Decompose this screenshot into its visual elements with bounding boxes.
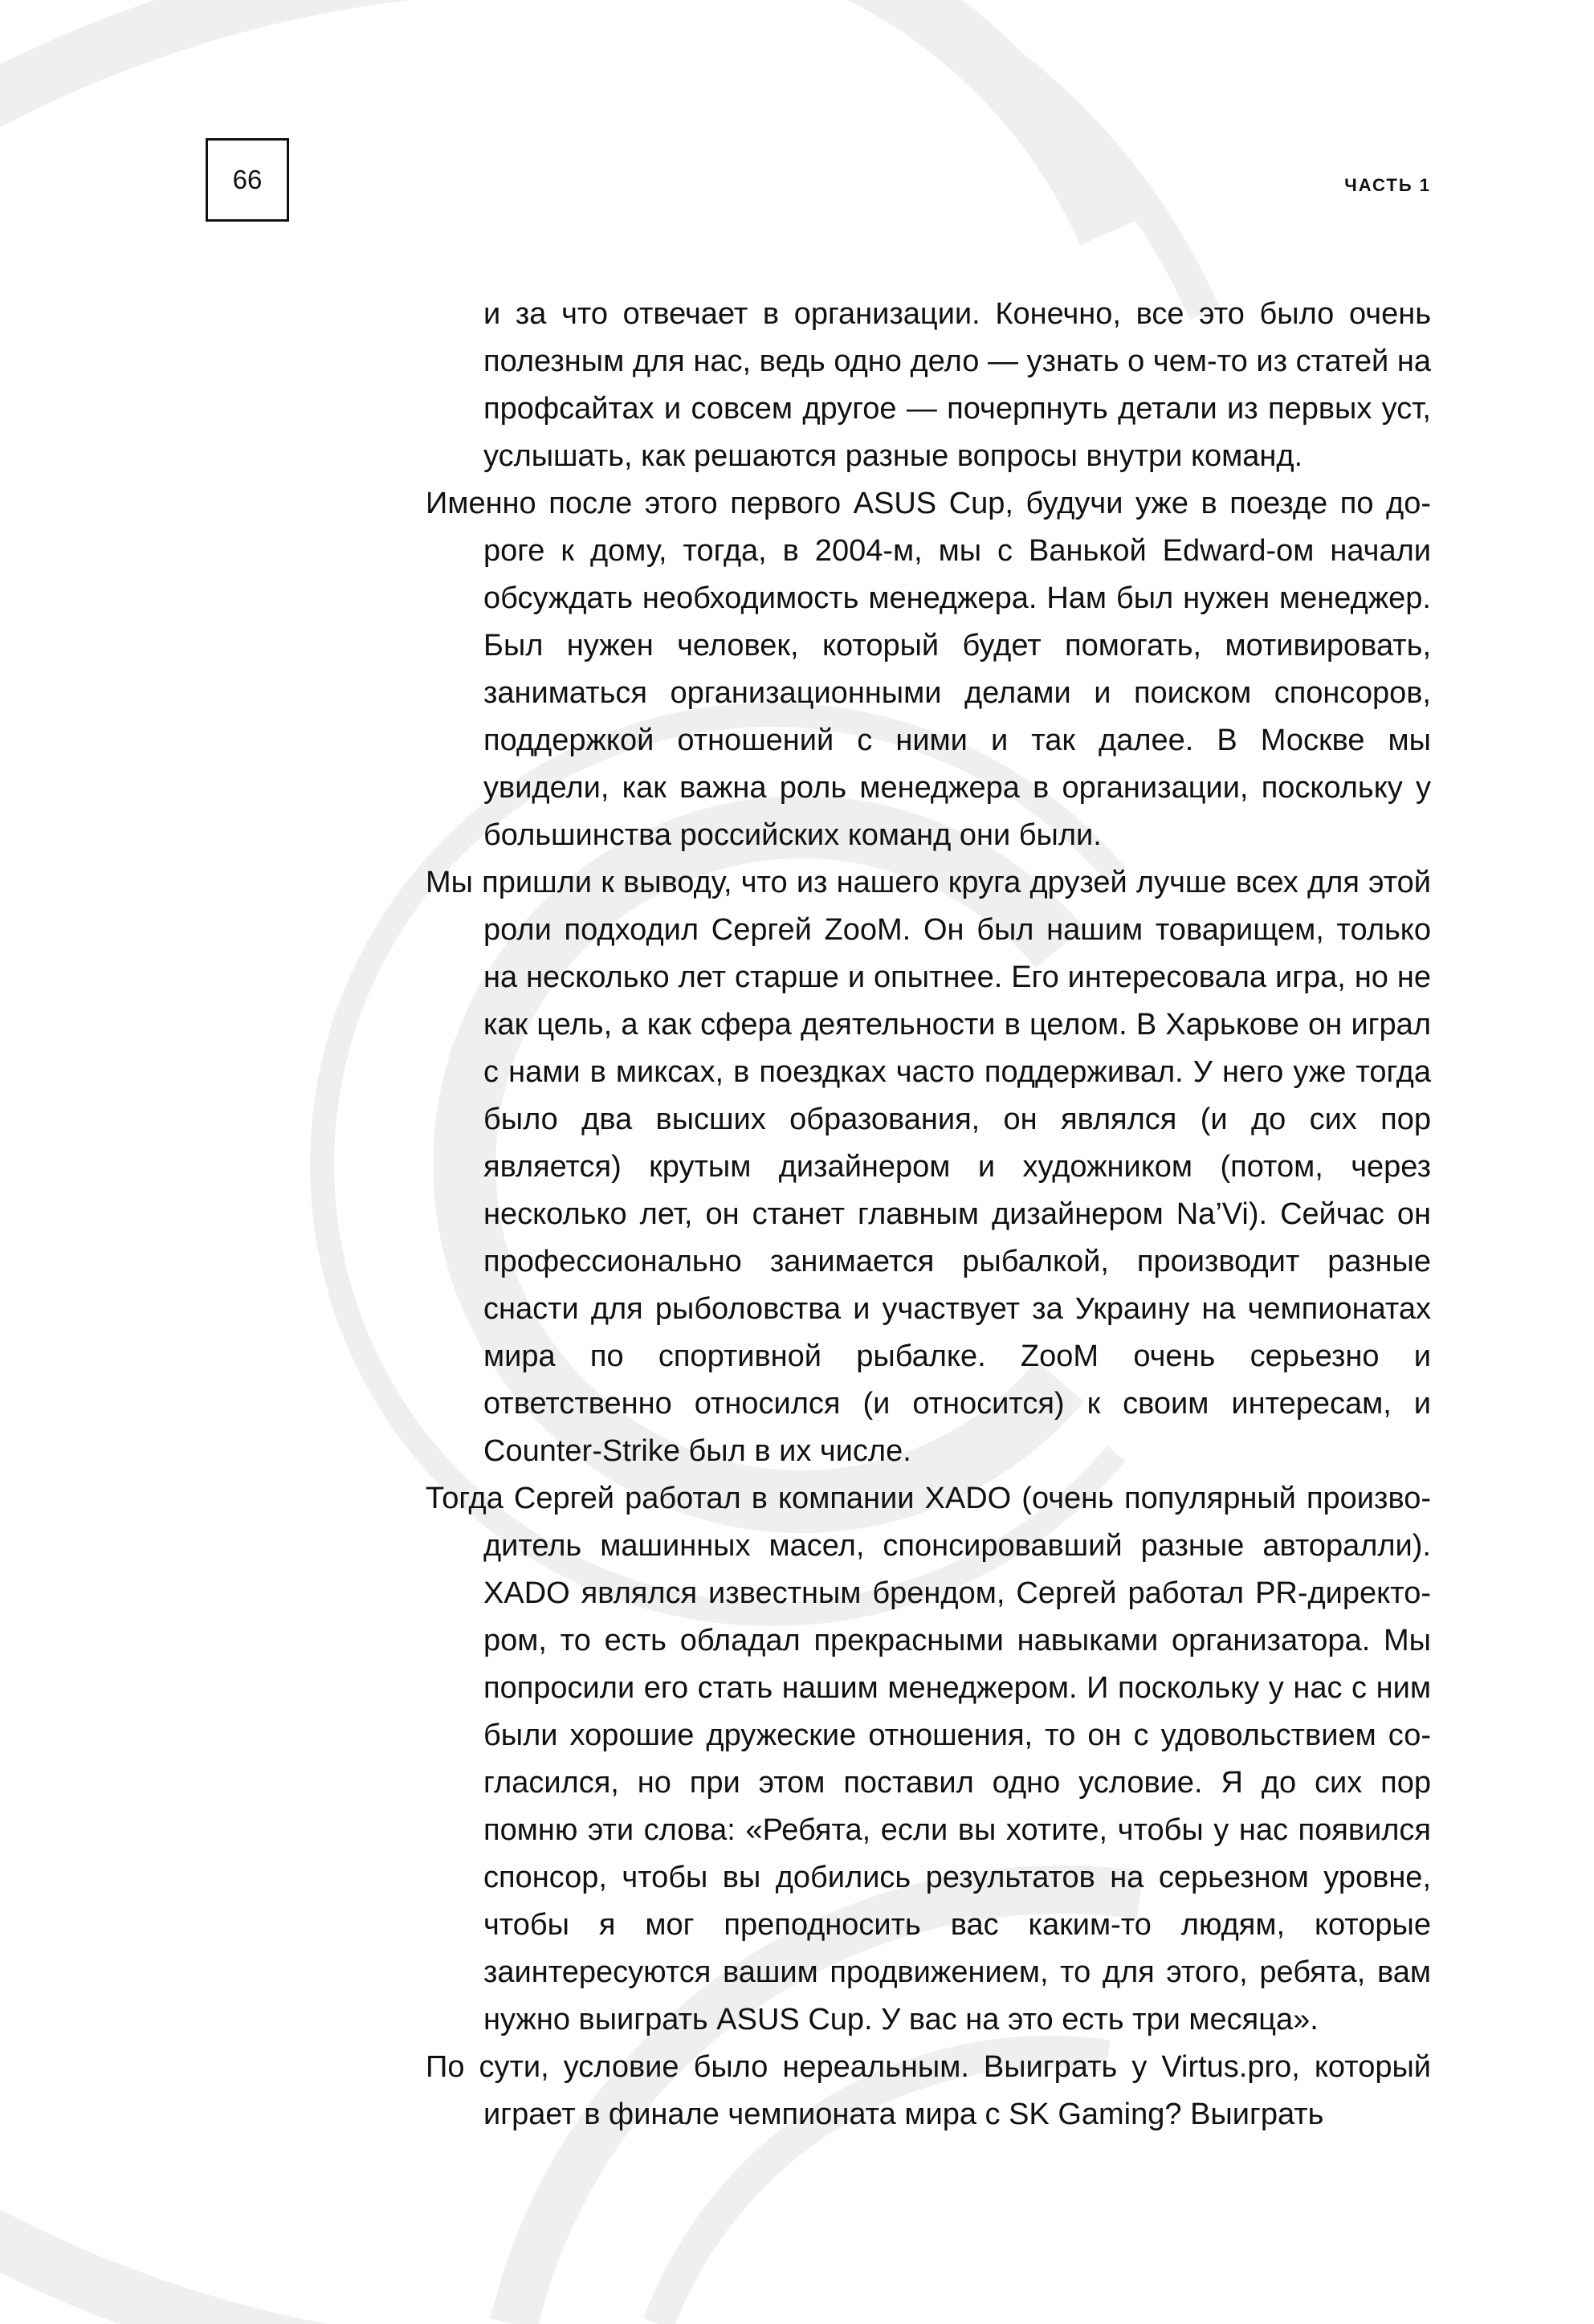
paragraph-5: По сути, условие было нереальным. Выиграть у Virtus.pro, который играет в финале чемпионата мира с SK Gaming? Выиграть <box>426 2050 1431 2131</box>
paragraph-4: Тогда Сергей работал в компании XADO (очень популярный производитель машинных масел, спонсировавший разные авторалли). XADO являлся известным брендом, Сергей работал PR-директором, то есть обладал прекрасными навыками организатора. Мы попросили его стать нашим менеджером. И поскольку у нас с ним были хорошие дружеские отношения, то он с удовольствием согласился, но при этом поставил одно условие. Я до сих пор помню эти слова: «Ребята, если вы хотите, чтобы у нас появился спонсор, чтобы вы добились результатов на серьезном уровне, чтобы я мог преподносить вас каким-то людям, которые заинтересуются вашим продвижением, то для этого, ребята, вам нужно выиграть ASUS Cup. У вас на это есть три месяца». <box>426 1482 1431 2037</box>
running-head: ЧАСТЬ 1 <box>1344 175 1431 195</box>
text-body <box>426 291 1431 2138</box>
paragraph-3: Мы пришли к выводу, что из нашего круга друзей лучше всех для этой роли подходил Сергей ZooM. Он был нашим товарищем, только на несколько лет старше и опытнее. Его интересовала игра, но не как цель, а как сфера деятельности в целом. В Харькове он играл с нами в миксах, в поездках часто поддерживал. У него уже тогда было два высших образования, он являлся (и до сих пор является) крутым дизайнером и художником (потом, через несколько лет, он станет главным дизайнером Na’Vi). Сейчас он профессионально занимается рыбалкой, производит разные снасти для рыболовства и участвует за Украину на чемпионатах мира по спортивной рыбалке. ZooM очень серьезно и ответственно относился (и относится) к своим интересам, и Counter-Strike был в их числе. <box>426 866 1431 1468</box>
paragraph-1: и за что отвечает в организации. Конечно, все это было очень полезным для нас, ведь одно дело — узнать о чем-то из статей на профсайтах и совсем другое — почерпнуть детали из первых уст, услышать, как решаются разные вопросы внутри команд. <box>483 297 1431 473</box>
paragraph-2: Именно после этого первого ASUS Cup, будучи уже в поезде по дороге к дому, тогда, в 2004-м, мы с Ванькой Edward-ом начали обсуждать необходимость менеджера. Нам был нужен менеджер. Был нужен человек, который будет помогать, мотивировать, заниматься организационными делами и поиском спонсоров, поддержкой отношений с ними и так далее. В Москве мы увидели, как важна роль менеджера в организации, поскольку у большинства российских команд они были. <box>426 487 1431 852</box>
page-number: 66 <box>206 138 289 222</box>
